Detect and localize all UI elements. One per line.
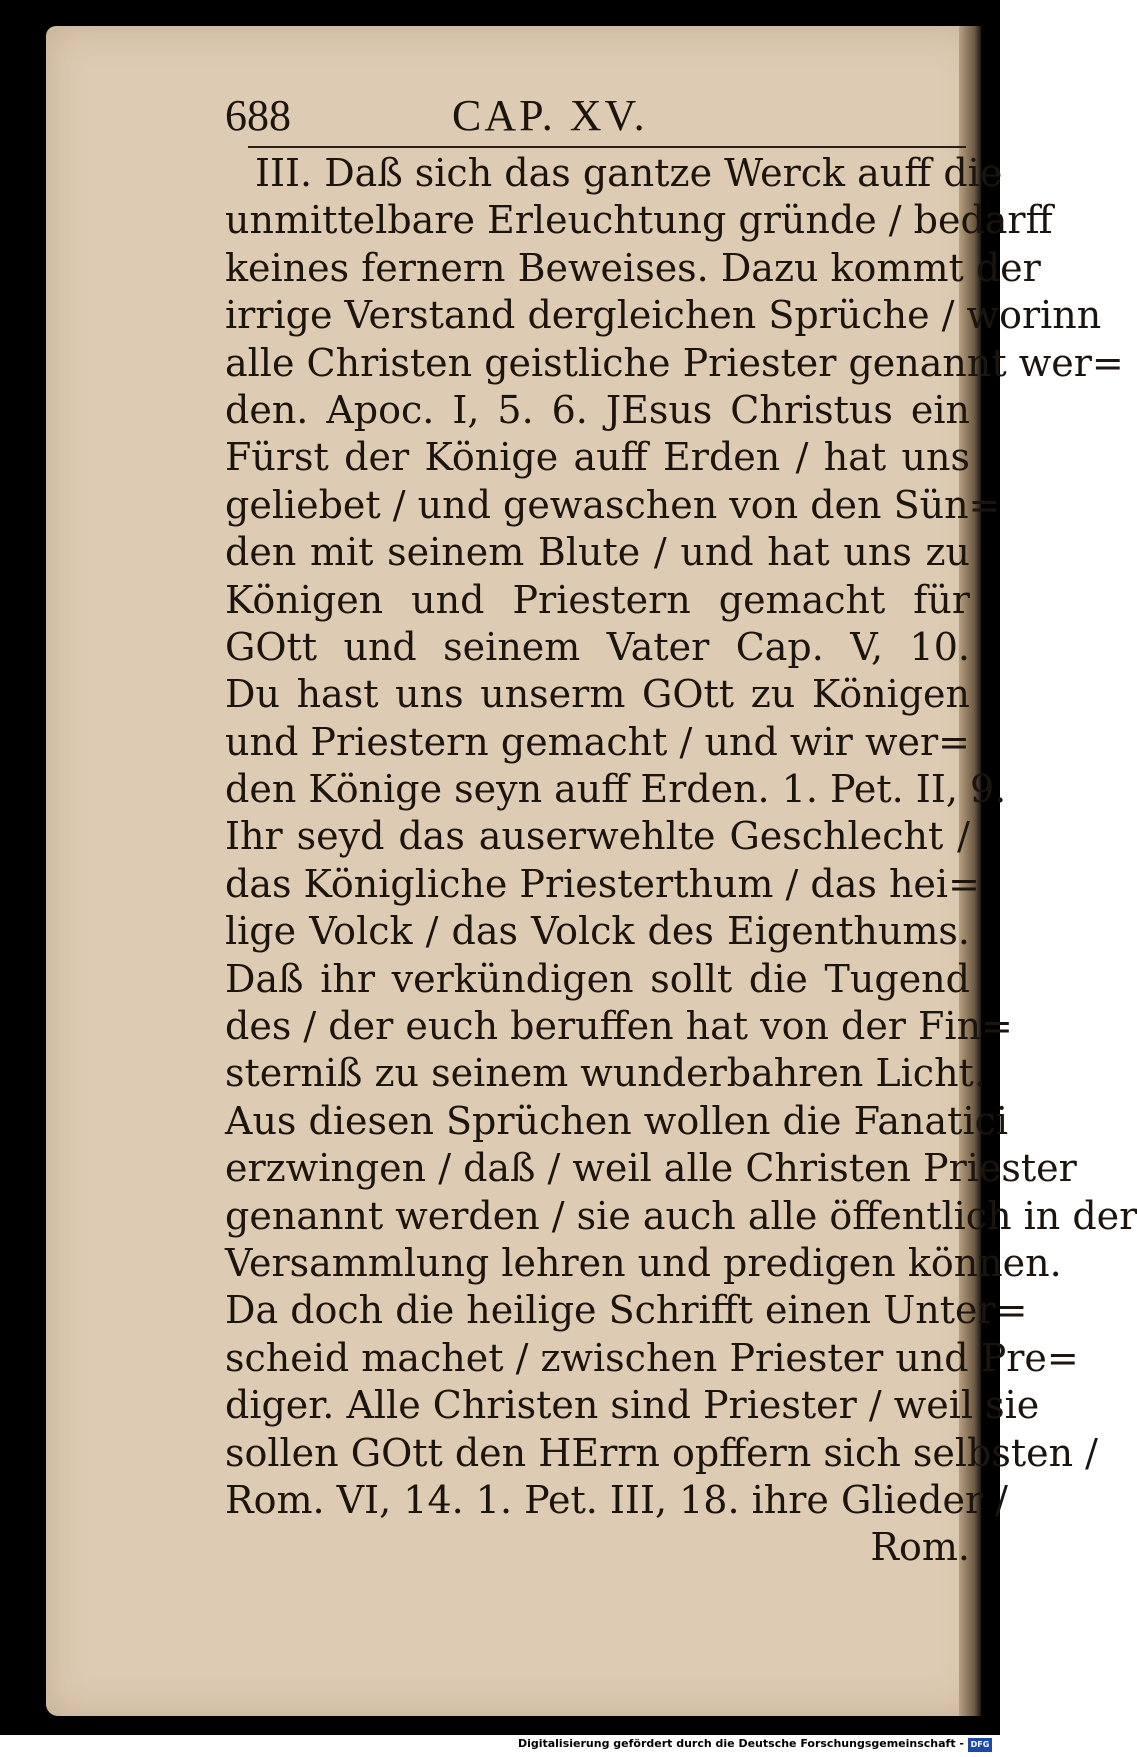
text-line: und Priestern gemacht / und wir wer= bbox=[225, 719, 970, 764]
text-line: lige Volck / das Volck des Eigenthums. bbox=[225, 909, 970, 954]
text-line: Fürst der Könige auff Erden / hat uns bbox=[225, 435, 970, 480]
text-line: Aus diesen Sprüchen wollen die Fanatici bbox=[225, 1098, 1009, 1143]
text-line: Da doch die heilige Schrifft einen Unter= bbox=[225, 1288, 1028, 1333]
text-line: irrige Verstand dergleichen Sprüche / worinn bbox=[225, 293, 1102, 338]
catchword: Rom. bbox=[870, 1525, 970, 1570]
body-text bbox=[225, 150, 1137, 1572]
page-header bbox=[180, 90, 880, 146]
text-line: geliebet / und gewaschen von den Sün= bbox=[225, 482, 1001, 527]
text-line: das Königliche Priesterthum / das hei= bbox=[225, 861, 980, 906]
text-line: Ihr seyd das auserwehlte Geschlecht / bbox=[225, 814, 970, 859]
text-line: sollen GOtt den HErrn opffern sich selbsten / bbox=[225, 1430, 1098, 1475]
funding-credit: Digitalisierung gefördert durch die Deutsche Forschungsgemeinschaft - bbox=[517, 1737, 964, 1750]
text-line: Daß ihr verkündigen sollt die Tugend bbox=[225, 956, 970, 1001]
text-line: III. Daß sich das gantze Werck auff die bbox=[255, 151, 1003, 195]
text-line: scheid machet / zwischen Priester und Pre= bbox=[225, 1335, 1079, 1380]
text-line: keines fernern Beweises. Dazu kommt der bbox=[225, 245, 1041, 290]
footer-bar bbox=[0, 1735, 1000, 1757]
text-line: Königen und Priestern gemacht für bbox=[225, 577, 970, 622]
text-line: diger. Alle Christen sind Priester / weil sie bbox=[225, 1383, 1040, 1428]
text-line: den. Apoc. I, 5. 6. JEsus Christus ein bbox=[225, 387, 970, 432]
text-line: sterniß zu seinem wunderbahren Licht. bbox=[225, 1051, 986, 1096]
text-line: GOtt und seinem Vater Cap. V, 10. bbox=[225, 624, 970, 669]
text-line: des / der euch beruffen hat von der Fin= bbox=[225, 1004, 1013, 1049]
text-line: Du hast uns unserm GOtt zu Königen bbox=[225, 672, 970, 717]
page-number: 688 bbox=[225, 91, 291, 140]
text-line: Rom. VI, 14. 1. Pet. III, 18. ihre Glieder / bbox=[225, 1477, 1008, 1522]
text-line: erzwingen / daß / weil alle Christen Priester bbox=[225, 1146, 1077, 1191]
text-line: unmittelbare Erleuchtung gründe / bedarff bbox=[225, 198, 1053, 243]
text-line: den mit seinem Blute / und hat uns zu bbox=[225, 530, 970, 575]
running-head: CAP. XV. bbox=[452, 91, 648, 140]
text-line: genannt werden / sie auch alle öffentlich in der bbox=[225, 1193, 1137, 1238]
header-rule bbox=[248, 146, 966, 148]
text-line: Versammlung lehren und predigen können. bbox=[225, 1240, 1062, 1285]
dfg-logo-icon: DFG bbox=[968, 1738, 992, 1752]
text-line: den Könige seyn auff Erden. 1. Pet. II, 9. bbox=[225, 767, 1007, 812]
text-line: alle Christen geistliche Priester genannt wer= bbox=[225, 340, 1124, 385]
